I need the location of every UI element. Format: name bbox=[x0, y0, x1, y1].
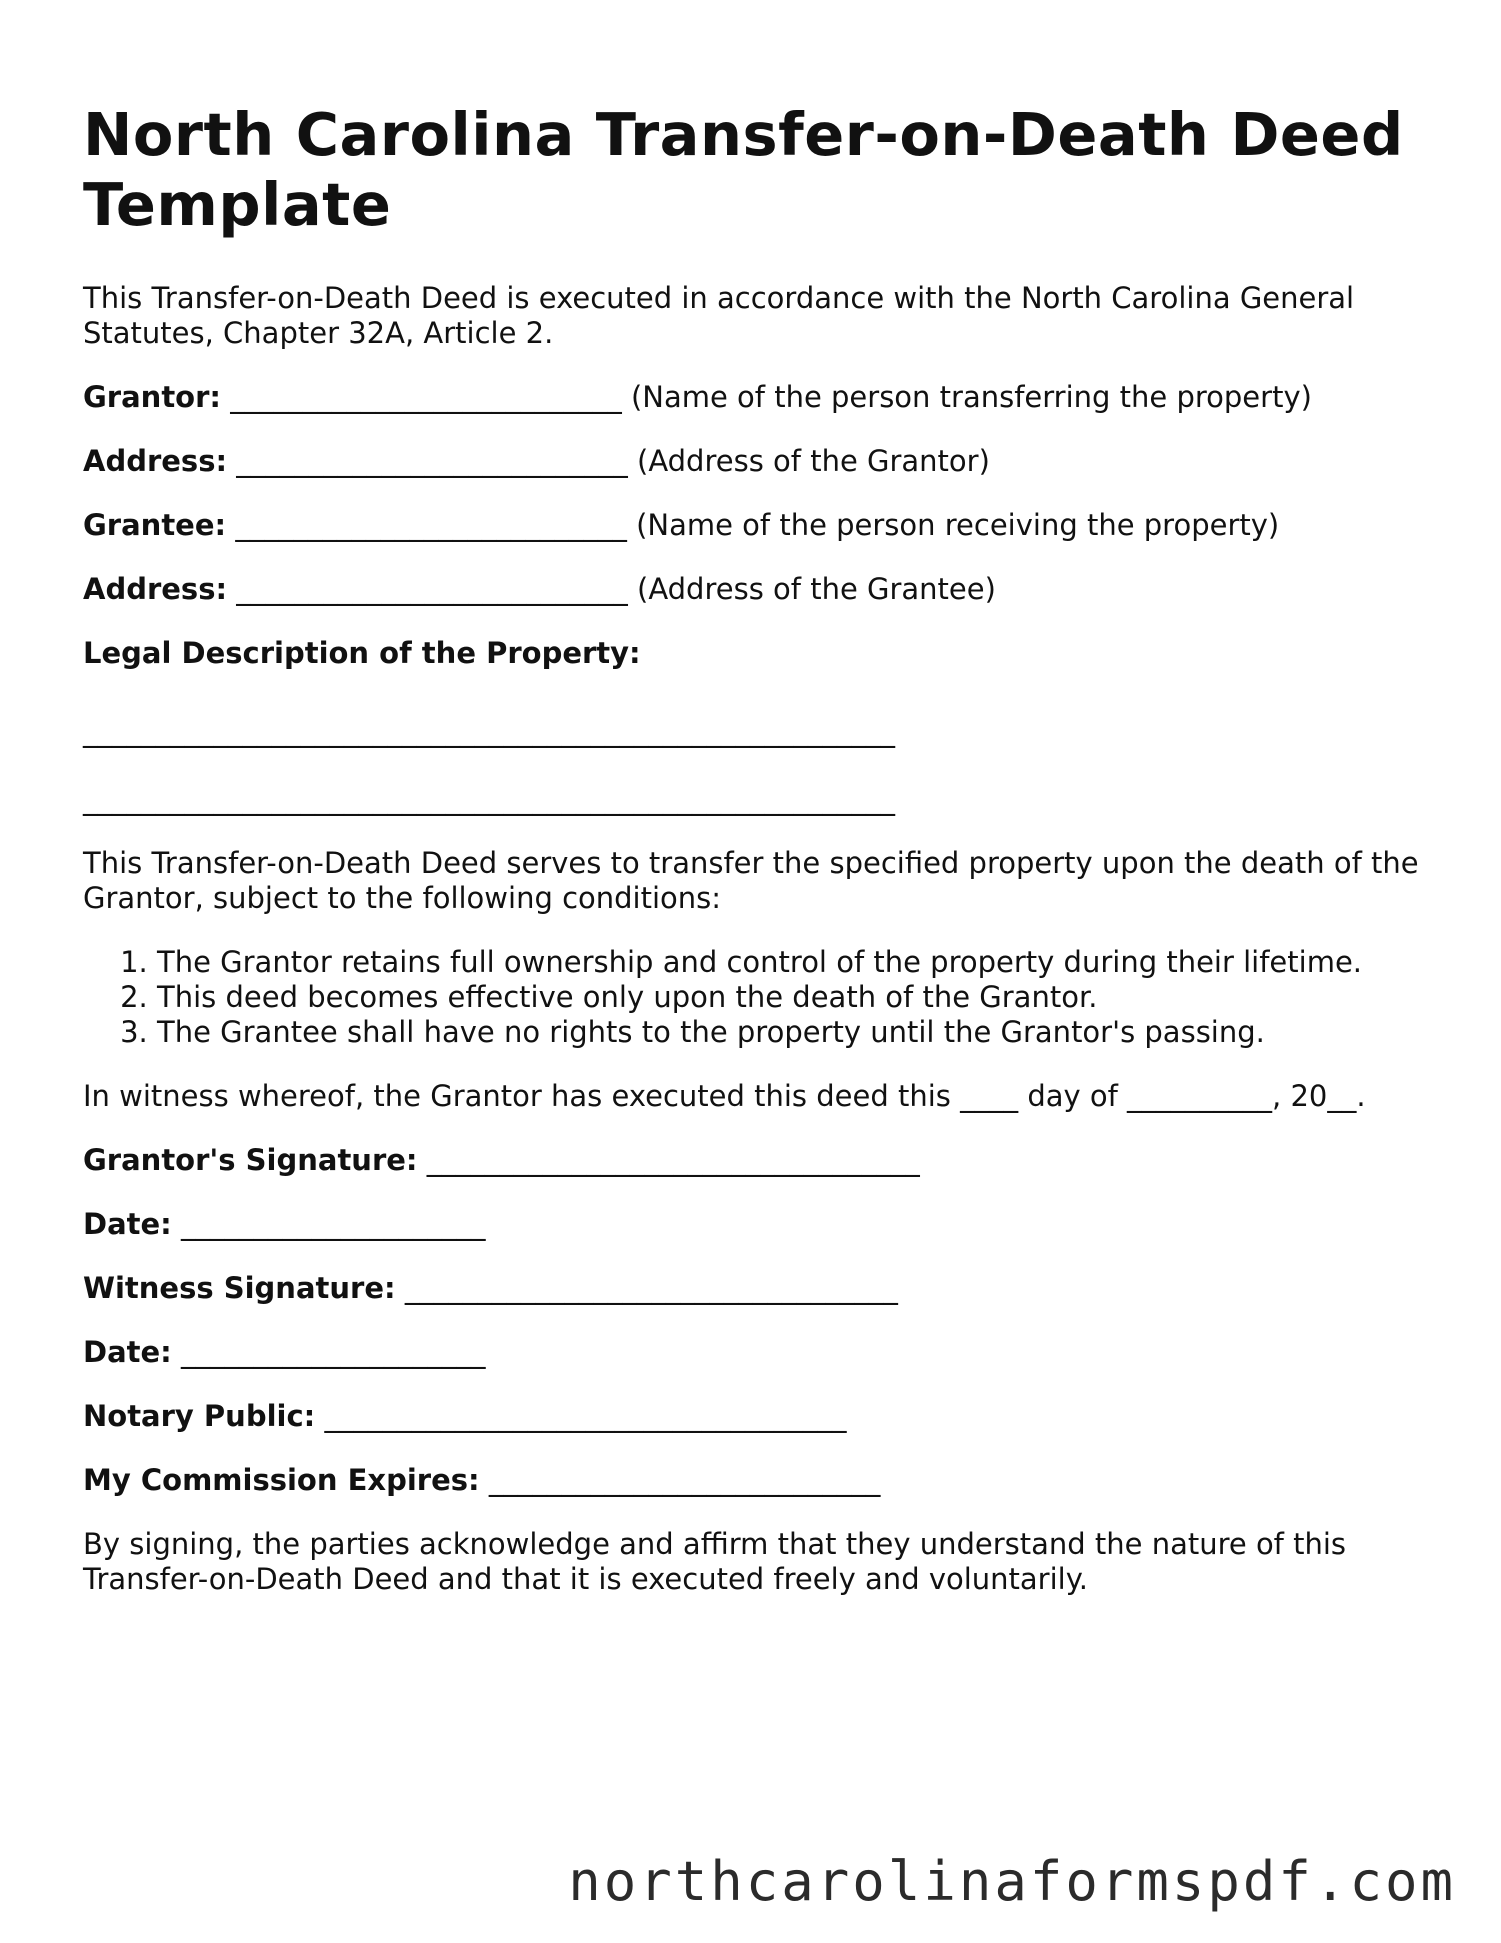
witness-date-field bbox=[83, 1335, 1423, 1370]
grantor-signature-label: Grantor's Signature: bbox=[83, 1143, 418, 1177]
witness-clause: In witness whereof, the Grantor has executed this deed this ____ day of __________, 20__. bbox=[83, 1079, 1366, 1113]
grantee-address-blank[interactable]: ___________________________ bbox=[227, 572, 637, 606]
grantor-field bbox=[83, 380, 1423, 415]
notary-public-field bbox=[83, 1399, 1423, 1434]
grantee-label: Grantee: bbox=[83, 508, 227, 542]
legal-description-label: Legal Description of the Property: bbox=[83, 636, 641, 670]
witness-signature-field bbox=[83, 1271, 1423, 1306]
commission-expires-blank[interactable]: ___________________________ bbox=[479, 1463, 881, 1497]
grantor-signature-blank[interactable]: __________________________________ bbox=[417, 1143, 920, 1177]
grantee-field bbox=[83, 508, 1423, 543]
witness-date-label: Date: bbox=[83, 1335, 172, 1369]
closing-paragraph: By signing, the parties acknowledge and affirm that they understand the nature of this Transfer-on-Death Deed and that it is executed freely and voluntarily. bbox=[83, 1527, 1347, 1596]
witness-date-blank[interactable]: _____________________ bbox=[171, 1335, 486, 1369]
grantor-address-field bbox=[83, 444, 1423, 479]
grantor-label: Grantor: bbox=[83, 380, 222, 414]
grantor-blank[interactable]: ___________________________ bbox=[221, 380, 631, 414]
grantee-address-label: Address: bbox=[83, 572, 228, 606]
grantor-address-label: Address: bbox=[83, 444, 228, 478]
grantor-hint: (Name of the person transferring the property) bbox=[630, 380, 1312, 414]
commission-expires-field bbox=[83, 1463, 1423, 1498]
grantor-date-label: Date: bbox=[83, 1207, 172, 1241]
grantor-signature-field bbox=[83, 1143, 1423, 1178]
grantee-address-field bbox=[83, 572, 1423, 607]
grantor-address-blank[interactable]: ___________________________ bbox=[227, 444, 637, 478]
condition-item: 3. The Grantee shall have no rights to the property until the Grantor's passing. bbox=[157, 1015, 1423, 1050]
witness-signature-blank[interactable]: __________________________________ bbox=[395, 1271, 898, 1305]
notary-public-blank[interactable]: ____________________________________ bbox=[315, 1399, 847, 1433]
legal-description-line[interactable]: ________________________________________________________ bbox=[83, 782, 895, 816]
grantee-address-hint: (Address of the Grantee) bbox=[637, 572, 996, 606]
intro-paragraph: This Transfer-on-Death Deed is executed in accordance with the North Carolina General Statutes, Chapter 32A, Article 2. bbox=[83, 281, 1355, 350]
grantor-address-hint: (Address of the Grantor) bbox=[637, 444, 990, 478]
grantee-blank[interactable]: ___________________________ bbox=[226, 508, 637, 542]
condition-item: 1. The Grantor retains full ownership and control of the property during their lifetime. bbox=[157, 945, 1423, 980]
witness-signature-label: Witness Signature: bbox=[83, 1271, 396, 1305]
grantee-hint: (Name of the person receiving the property) bbox=[636, 508, 1280, 542]
condition-item: 2. This deed becomes effective only upon the death of the Grantor. bbox=[157, 980, 1423, 1015]
site-watermark: northcarolinaformspdf.com bbox=[568, 1850, 1456, 1913]
grantor-date-blank[interactable]: _____________________ bbox=[171, 1207, 486, 1241]
grantor-date-field bbox=[83, 1207, 1423, 1242]
commission-expires-label: My Commission Expires: bbox=[83, 1463, 480, 1497]
legal-description-line[interactable]: ________________________________________________________ bbox=[83, 714, 895, 748]
conditions-intro: This Transfer-on-Death Deed serves to transfer the specified property upon the death of the Grantor, subject to the following conditions: bbox=[83, 846, 1419, 915]
document-title: North Carolina Transfer-on-Death Deed Template bbox=[83, 100, 1404, 239]
conditions-list bbox=[83, 945, 1423, 1050]
document-page bbox=[83, 100, 1423, 1597]
notary-public-label: Notary Public: bbox=[83, 1399, 316, 1433]
